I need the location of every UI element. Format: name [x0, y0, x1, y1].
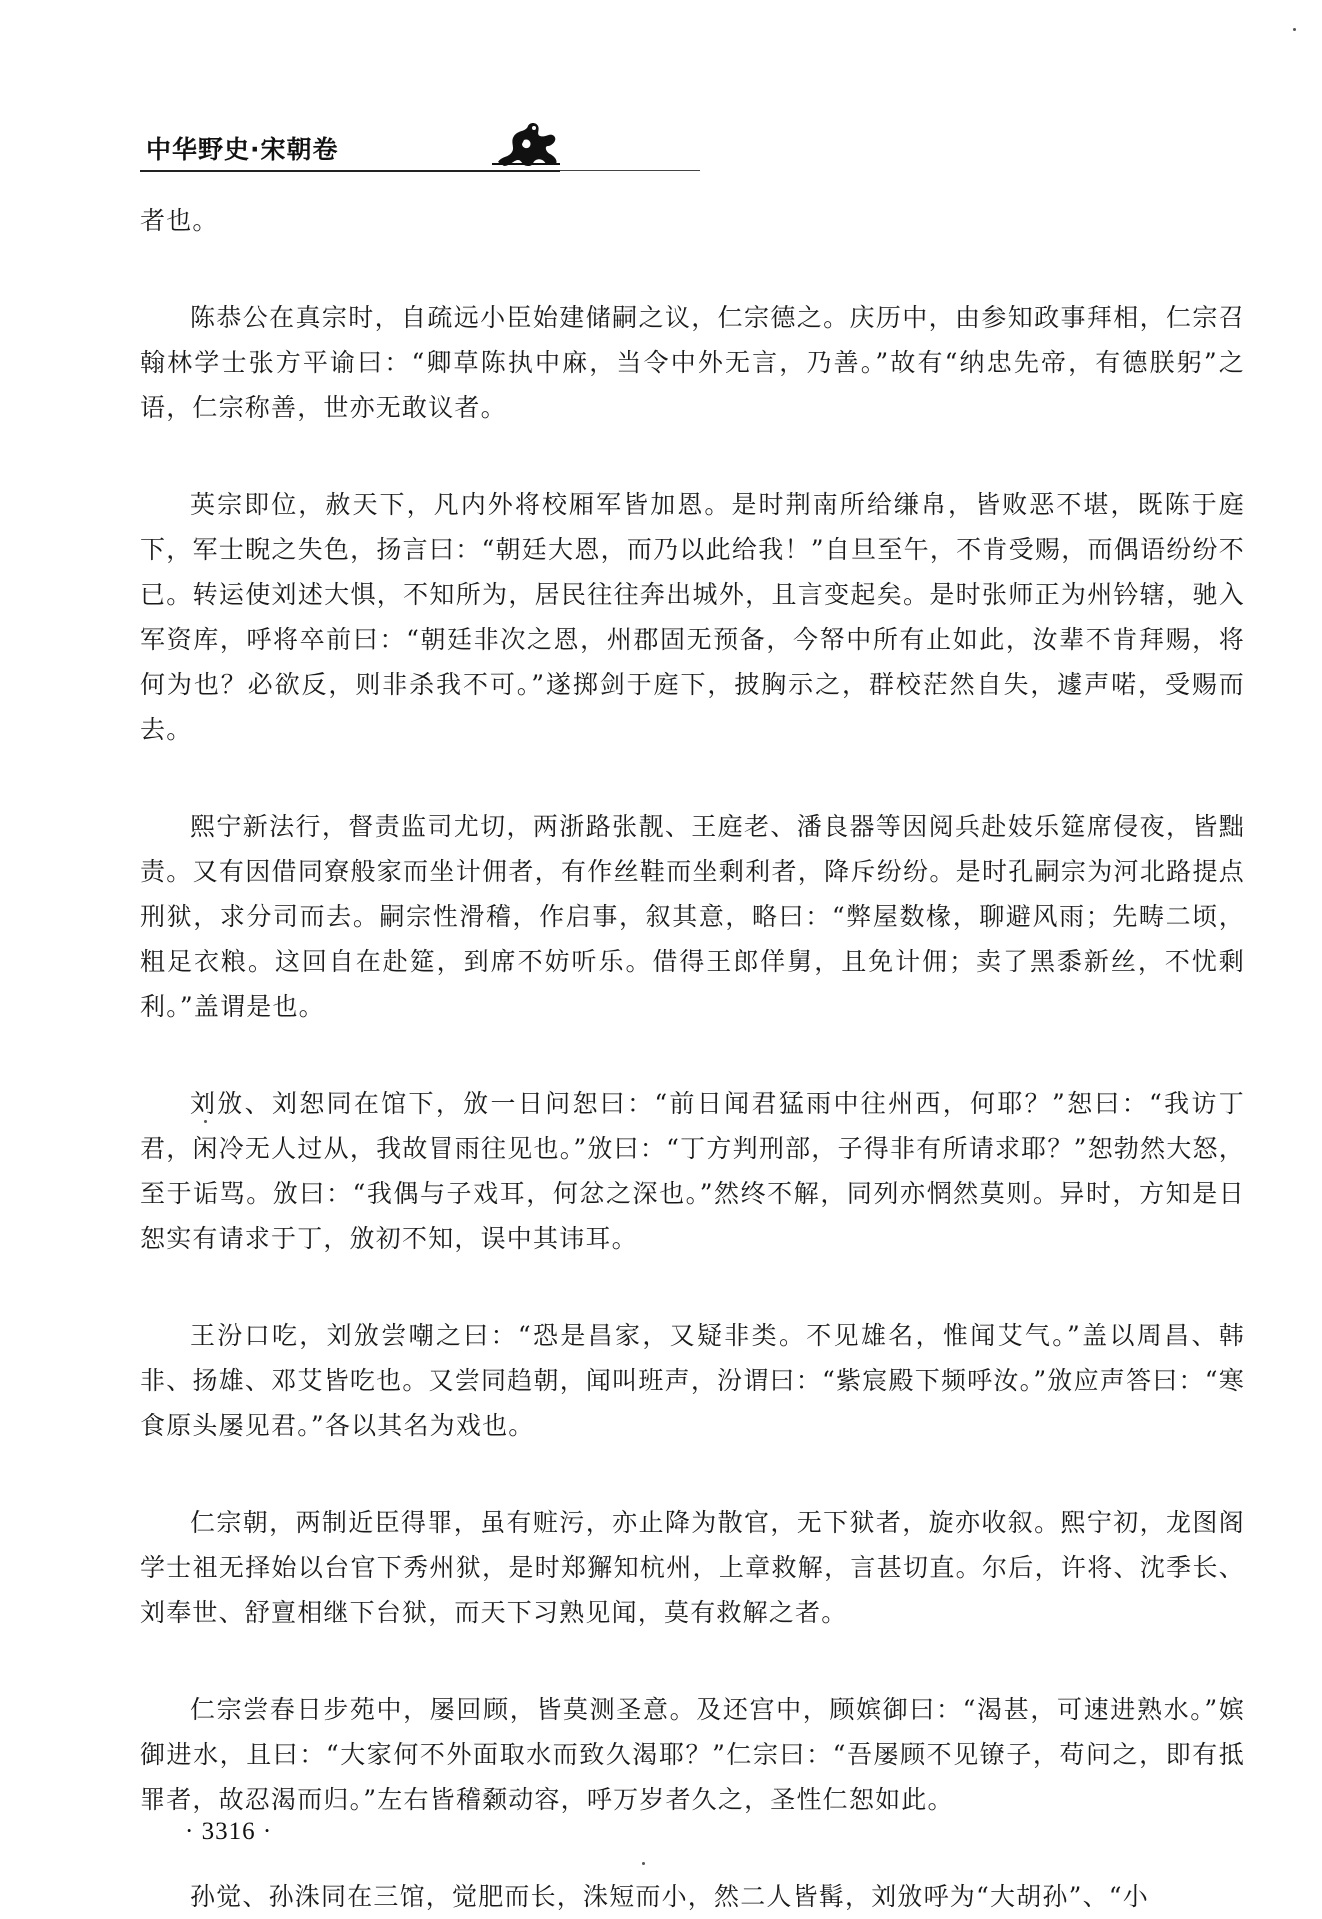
header-rule-thin: [560, 170, 700, 171]
paragraph: 者也。: [140, 206, 219, 235]
header-rule: [140, 170, 560, 172]
paragraph: 刘攽、刘恕同在馆下，攽一日问恕曰：“前日闻君猛雨中往州西，何耶？”恕曰：“我访丁君，闲冷无人过从，我故冒雨往见也。”攽曰：“丁方判刑部，子得非有所请求耶？”恕勃然大怒，至于诟骂。攽曰：“我偶与子戏耳，何忿之深也。”然终不解，同列亦惘然莫则。异时，方知是日恕实有请求于丁，攽初不知，误中其讳耳。: [140, 1089, 1245, 1253]
paragraph: 王汾口吃，刘攽尝嘲之曰：“恐是昌家，又疑非类。不见雄名，惟闻艾气。”盖以周昌、韩非、扬雄、邓艾皆吃也。又尝同趋朝，闻叫班声，汾谓曰：“紫宸殿下频呼汝。”攽应声答曰：“寒食原头屡见君。”各以其名为戏也。: [140, 1321, 1245, 1440]
scan-speck: [642, 1862, 645, 1865]
paragraph: 孙觉、孙洙同在三馆，觉肥而长，洙短而小，然二人皆髯，刘攽呼为“大胡孙”、“小: [190, 1882, 1149, 1911]
scan-speck: [204, 1120, 207, 1123]
paragraph: 仁宗尝春日步苑中，屡回顾，皆莫测圣意。及还宫中，顾嫔御曰：“渴甚，可速进熟水。”嫔御进水，且曰：“大家何不外面取水而致久渴耶？”仁宗曰：“吾屡顾不见镣子，苟问之，即有抵罪者，故忍渴而归。”左右皆稽颡动容，呼万岁者久之，圣性仁恕如此。: [140, 1695, 1245, 1814]
scan-speck: [1293, 28, 1296, 31]
page-number: · 3316 ·: [185, 1818, 273, 1845]
dragon-emblem-icon: [488, 118, 564, 168]
body-text: [140, 198, 1245, 1919]
paragraph: 英宗即位，赦天下，凡内外将校厢军皆加恩。是时荆南所给缣帛，皆败恶不堪，既陈于庭下，军士睨之失色，扬言曰：“朝廷大恩，而乃以此给我！”自旦至午，不肯受赐，而偶语纷纷不已。转运使刘述大惧，不知所为，居民往往奔出城外，且言变起矣。是时张师正为州钤辖，驰入军资库，呼将卒前曰：“朝廷非次之恩，州郡固无预备，今帑中所有止如此，汝辈不肯拜赐，将何为也？必欲反，则非杀我不可。”遂掷剑于庭下，披胸示之，群校茫然自失，遽声喏，受赐而去。: [140, 490, 1245, 744]
paragraph: 仁宗朝，两制近臣得罪，虽有赃污，亦止降为散官，无下狱者，旋亦收叙。熙宁初，龙图阁学士祖无择始以台官下秀州狱，是时郑獬知杭州，上章救解，言甚切直。尔后，许将、沈季长、刘奉世、舒亶相继下台狱，而天下习熟见闻，莫有救解之者。: [140, 1508, 1245, 1627]
paragraph: 熙宁新法行，督责监司尤切，两浙路张靓、王庭老、潘良器等因阅兵赴妓乐筵席侵夜，皆黜责。又有因借同寮般家而坐计佣者，有作丝鞋而坐剩利者，降斥纷纷。是时孔嗣宗为河北路提点刑狱，求分司而去。嗣宗性滑稽，作启事，叙其意，略曰：“弊屋数椽，聊避风雨；先畴二顷，粗足衣粮。这回自在赴筵，到席不妨听乐。借得王郎佯舅，且免计佣；卖了黑黍新丝，不忧剩利。”盖谓是也。: [140, 812, 1245, 1021]
book-title: 中华野史·宋朝卷: [146, 135, 339, 164]
paragraph: 陈恭公在真宗时，自疏远小臣始建储嗣之议，仁宗德之。庆历中，由参知政事拜相，仁宗召翰林学士张方平谕曰：“卿草陈执中麻，当令中外无言，乃善。”故有“纳忠先帝，有德朕躬”之语，仁宗称善，世亦无敢议者。: [140, 303, 1245, 422]
running-header: [140, 118, 1245, 174]
